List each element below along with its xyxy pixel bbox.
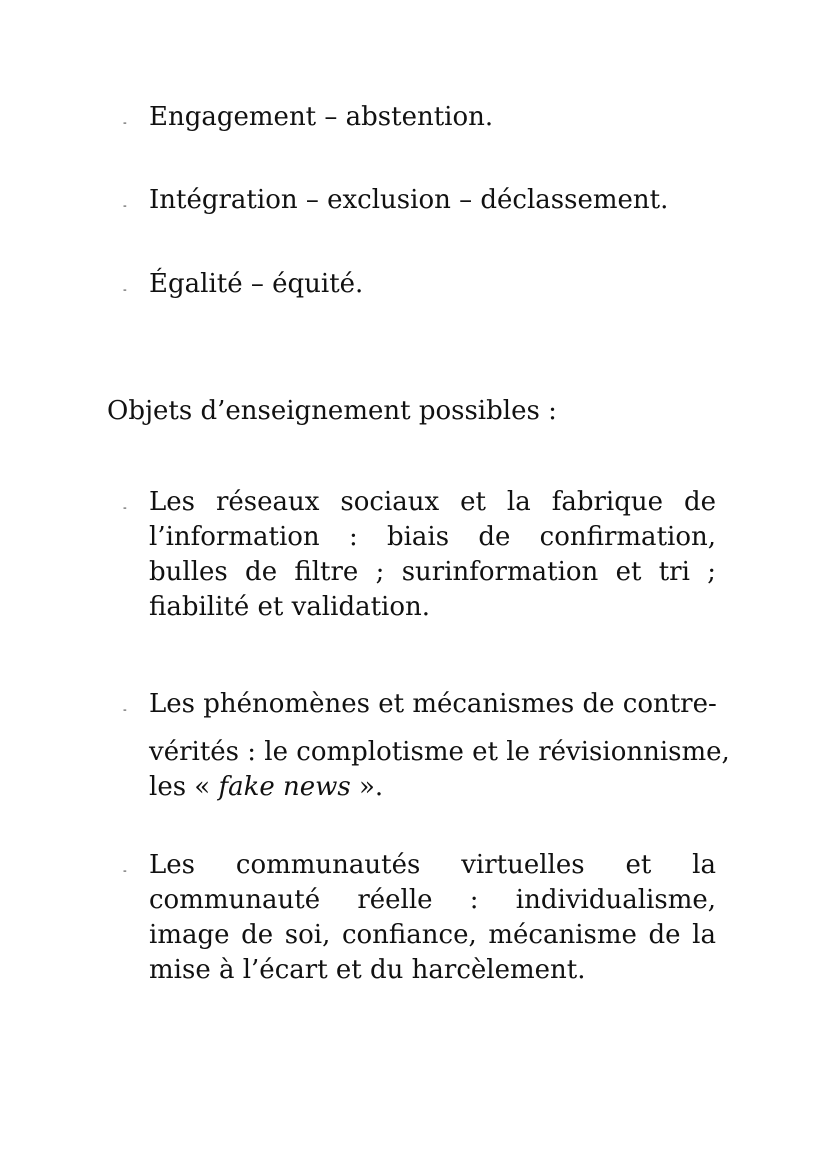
list-item-engagement: Engagement – abstention.: [149, 102, 494, 132]
bullet-dash: -: [123, 501, 127, 514]
list-item-integration: Intégration – exclusion – déclassement.: [149, 185, 669, 215]
bullet-dash: -: [123, 116, 127, 129]
list-item-contre-verites-line2: vérités : le complotisme et le révisionnisme,: [149, 737, 730, 767]
list-item-contre-verites-line3: [149, 770, 383, 805]
section-heading: Objets d’enseignement possibles :: [107, 396, 557, 426]
list-item-reseaux-sociaux: Les réseaux sociaux et la fabrique de l’information : biais de confirmation, bulles de filtre ; surinformation et tri ; fiabilité et validation.: [149, 487, 716, 622]
bullet-dash: -: [123, 703, 127, 716]
fake-news-italic: fake news: [218, 772, 351, 802]
bullet-dash: -: [123, 283, 127, 296]
fake-news-prefix: les «: [149, 772, 219, 802]
bullet-dash: -: [123, 199, 127, 212]
list-item-contre-verites-line1: Les phénomènes et mécanismes de contre-: [149, 689, 717, 719]
list-item-communautes: Les communautés virtuelles et la communauté réelle : individualisme, image de soi, confiance, mécanisme de la mise à l’écart et du harcèlement.: [149, 850, 716, 985]
bullet-dash: -: [123, 864, 127, 877]
fake-news-suffix: ».: [350, 772, 384, 802]
list-item-egalite: Égalité – équité.: [149, 269, 364, 299]
